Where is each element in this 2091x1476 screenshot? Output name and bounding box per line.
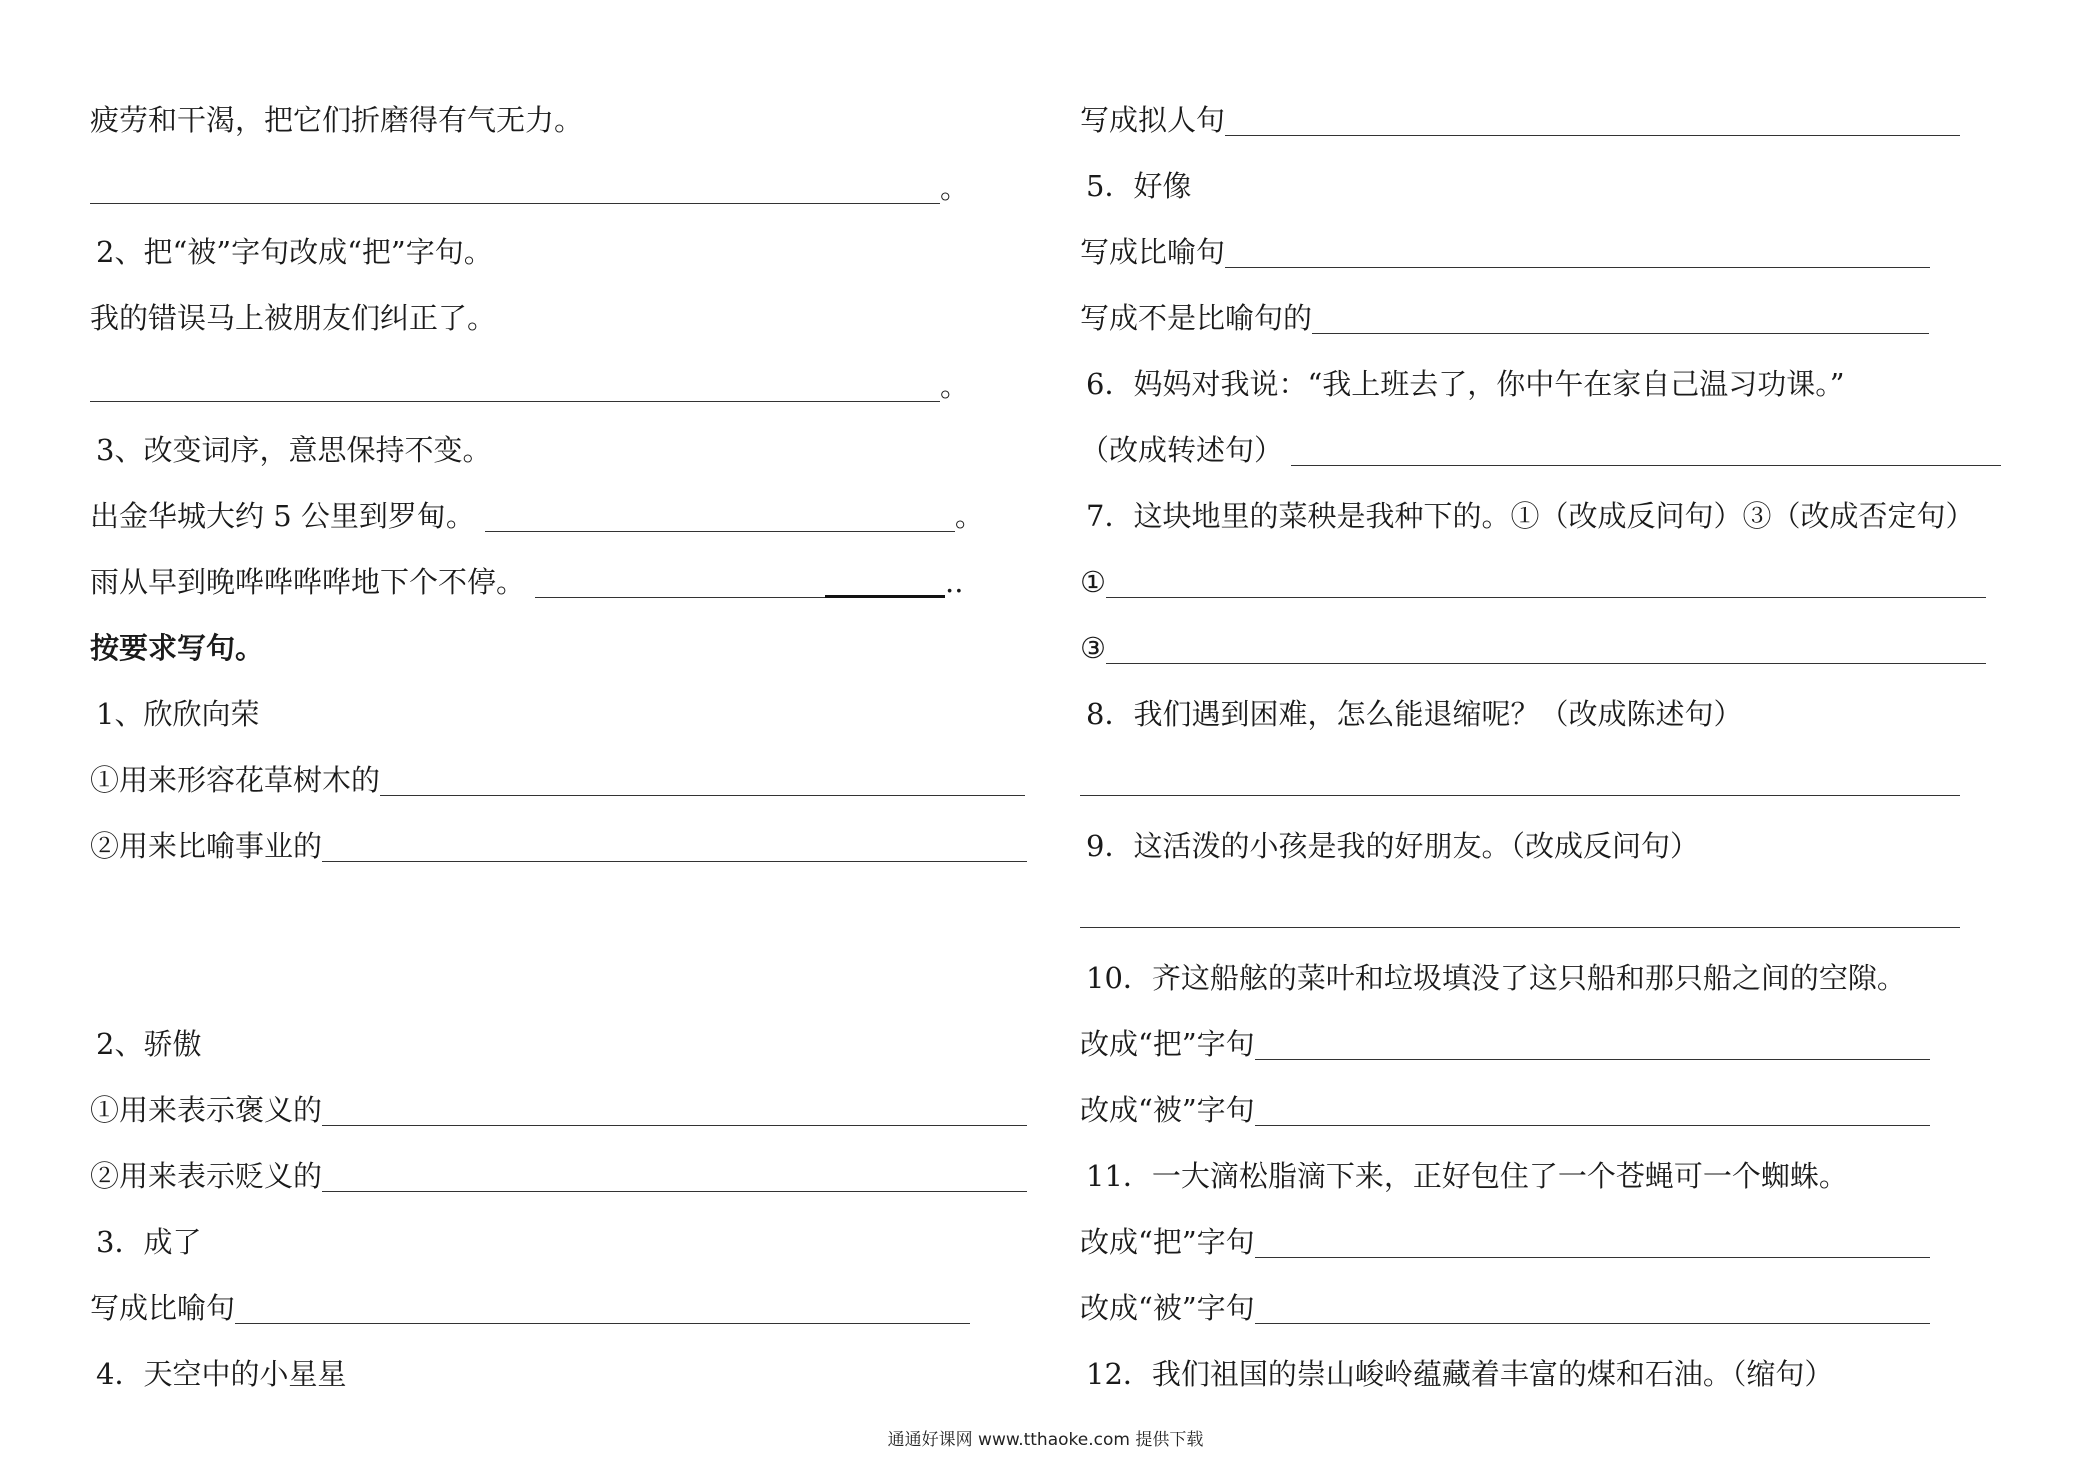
sentence-line xyxy=(90,298,496,338)
question-text: 5．好像 xyxy=(1086,169,1192,203)
question-text: 2、骄傲 xyxy=(96,1027,202,1061)
question-text: 1、欣欣向荣 xyxy=(96,697,260,731)
footer-credit: 通通好课网 www.tthaoke.com 提供下载 xyxy=(887,1430,1204,1450)
sentence-text: 我的错误马上被朋友们纠正了。 xyxy=(90,301,497,335)
answer-blank[interactable] xyxy=(1225,107,1960,136)
question-text: 3、改变词序，意思保持不变。 xyxy=(96,433,492,467)
question-heading xyxy=(1086,1156,1848,1196)
question-text: 11．一大滴松脂滴下来，正好包住了一个苍蝇可一个蜘蛛。 xyxy=(1086,1159,1848,1193)
question-heading xyxy=(1086,694,1742,734)
period: 。 xyxy=(954,499,984,533)
prompt-text: ① xyxy=(1080,565,1106,599)
question-text: 12．我们祖国的崇山峻岭蕴藏着丰富的煤和石油。（缩句） xyxy=(1086,1357,1834,1391)
prompt-text: ①用来形容花草树木的 xyxy=(90,763,381,797)
question-heading xyxy=(96,1222,201,1262)
answer-line xyxy=(90,168,969,208)
answer-blank[interactable] xyxy=(1255,1229,1930,1258)
question-heading xyxy=(96,430,491,470)
question-text: 9．这活泼的小孩是我的好朋友。（改成反问句） xyxy=(1086,829,1699,863)
answer-line xyxy=(90,366,969,406)
answer-line xyxy=(1080,1024,1930,1064)
answer-line xyxy=(1080,298,1929,338)
question-text: 6．妈妈对我说：“我上班去了，你中午在家自己温习功课。” xyxy=(1086,367,1845,401)
answer-blank[interactable] xyxy=(1106,569,1986,598)
answer-blank[interactable] xyxy=(535,569,825,598)
answer-line xyxy=(1080,232,1930,272)
answer-line xyxy=(1080,1288,1930,1328)
prompt-text: 写成不是比喻句的 xyxy=(1080,301,1313,335)
answer-blank[interactable] xyxy=(90,373,940,402)
question-heading xyxy=(96,1354,346,1394)
answer-line xyxy=(90,1156,1027,1196)
answer-blank[interactable] xyxy=(1291,437,2001,466)
sentence-text: 疲劳和干渴，把它们折磨得有气无力。 xyxy=(90,103,584,137)
prompt-text: 写成拟人句 xyxy=(1080,103,1226,137)
prompt-text: 改成“被”字句 xyxy=(1080,1291,1255,1325)
answer-blank[interactable] xyxy=(380,767,1025,796)
answer-line xyxy=(1080,562,1986,602)
period: 。 xyxy=(940,171,970,205)
answer-blank[interactable] xyxy=(1080,899,1960,928)
question-text: 7．这块地里的菜秧是我种下的。①（改成反问句）③（改成否定句） xyxy=(1086,499,1975,533)
answer-line xyxy=(90,760,1025,800)
prompt-text: ②用来表示贬义的 xyxy=(90,1159,323,1193)
prompt-text: ①用来表示褒义的 xyxy=(90,1093,323,1127)
question-heading xyxy=(96,232,493,272)
question-heading xyxy=(1086,1354,1833,1394)
answer-line xyxy=(1080,100,1960,140)
prompt-text: 改成“把”字句 xyxy=(1080,1027,1255,1061)
answer-blank[interactable] xyxy=(1255,1097,1930,1126)
question-heading xyxy=(96,1024,201,1064)
answer-blank[interactable] xyxy=(322,833,1027,862)
section-title-text: 按要求写句。 xyxy=(90,631,265,665)
answer-line xyxy=(90,1288,970,1328)
prompt-text: 改成“把”字句 xyxy=(1080,1225,1255,1259)
prompt-text: 写成比喻句 xyxy=(90,1291,236,1325)
question-heading xyxy=(1086,958,1906,998)
period: 。 xyxy=(940,369,970,403)
sentence-line xyxy=(90,562,963,602)
prompt-text: 改成“被”字句 xyxy=(1080,1093,1255,1127)
question-text: 4．天空中的小星星 xyxy=(96,1357,347,1391)
sentence-line xyxy=(90,496,984,536)
sentence-text: 出金华城大约 5 公里到罗甸。 xyxy=(90,499,475,533)
sentence-text: 雨从早到晚哗哗哗哗地下个不停。 xyxy=(90,565,526,599)
answer-blank[interactable] xyxy=(1080,767,1960,796)
answer-line xyxy=(1080,760,1960,800)
question-heading xyxy=(1086,364,1845,404)
question-heading xyxy=(1086,166,1191,206)
answer-blank-bold xyxy=(825,567,945,598)
question-text: 2、把“被”字句改成“把”字句。 xyxy=(96,235,493,269)
question-text: 8．我们遇到困难，怎么能退缩呢？（改成陈述句） xyxy=(1086,697,1743,731)
answer-blank[interactable] xyxy=(1225,239,1930,268)
answer-blank[interactable] xyxy=(322,1163,1027,1192)
prompt-text: ②用来比喻事业的 xyxy=(90,829,323,863)
answer-blank[interactable] xyxy=(485,503,955,532)
answer-line xyxy=(1080,892,1960,932)
answer-line xyxy=(1080,628,1986,668)
answer-blank[interactable] xyxy=(1106,635,1986,664)
prompt-text: （改成转述句） xyxy=(1080,433,1284,467)
answer-line xyxy=(1080,1090,1930,1130)
section-title xyxy=(90,628,264,668)
sentence-line xyxy=(90,100,583,140)
prompt-text: 写成比喻句 xyxy=(1080,235,1226,269)
question-text: 10．齐这船舷的菜叶和垃圾填没了这只船和那只船之间的空隙。 xyxy=(1086,961,1906,995)
question-text: 3．成了 xyxy=(96,1225,202,1259)
answer-blank[interactable] xyxy=(1255,1295,1930,1324)
answer-line xyxy=(90,826,1027,866)
answer-line xyxy=(1080,430,2001,470)
question-heading xyxy=(1086,826,1699,866)
answer-blank[interactable] xyxy=(1255,1031,1930,1060)
answer-line xyxy=(90,1090,1027,1130)
answer-blank[interactable] xyxy=(322,1097,1027,1126)
question-heading xyxy=(96,694,259,734)
answer-blank[interactable] xyxy=(1312,305,1929,334)
prompt-text: ③ xyxy=(1080,631,1106,665)
answer-line xyxy=(1080,1222,1930,1262)
question-heading xyxy=(1086,496,1974,536)
answer-blank[interactable] xyxy=(235,1295,970,1324)
dots: .. xyxy=(945,565,964,599)
answer-blank[interactable] xyxy=(90,175,940,204)
